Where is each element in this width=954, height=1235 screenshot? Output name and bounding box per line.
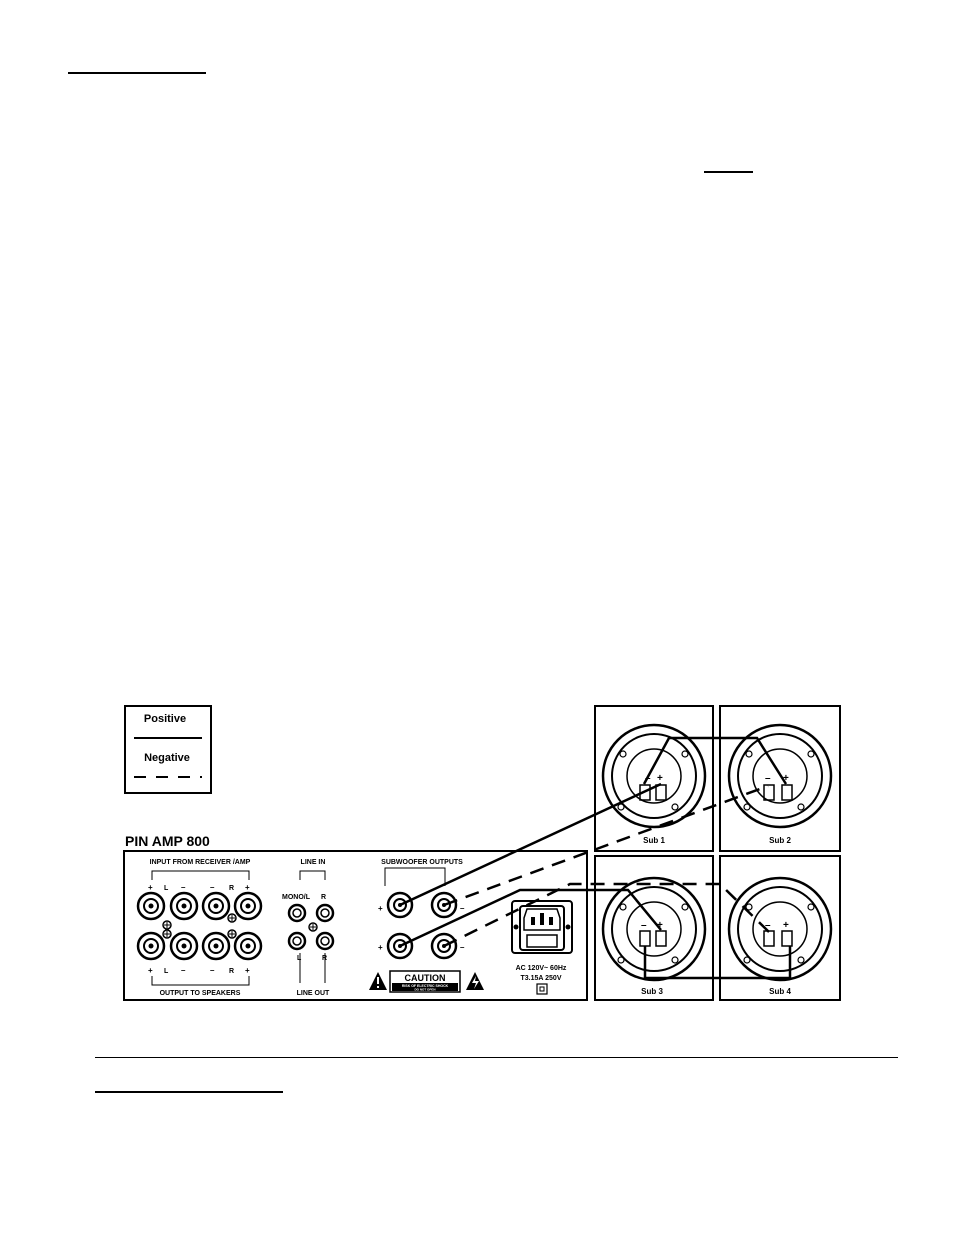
- input-section-label: INPUT FROM RECEIVER /AMP: [149, 859, 251, 866]
- amp-title: PIN AMP 800: [125, 833, 210, 849]
- ground-screw-icon: [228, 930, 236, 938]
- mount-screw-icon: [566, 925, 571, 930]
- line-out-l-label: L: [297, 955, 302, 962]
- input-plus-2: +: [245, 883, 250, 892]
- svg-text:+: +: [783, 773, 789, 784]
- svg-text:+: +: [783, 920, 789, 931]
- input-r-label: R: [229, 885, 235, 892]
- legend-box: [125, 706, 211, 793]
- svg-text:–: –: [765, 920, 771, 931]
- ground-screw-icon: [228, 914, 236, 922]
- line-out-jack-r[interactable]: [317, 933, 333, 949]
- mount-screw-icon: [514, 925, 519, 930]
- caution-label: [390, 971, 460, 992]
- subwoofer-1: [595, 706, 713, 851]
- speaker-input-terminal-3[interactable]: [203, 893, 229, 919]
- warning-lightning-icon: [466, 972, 484, 990]
- power-inlet-socket[interactable]: [512, 901, 572, 953]
- line-in-mono-l-label: MONO/L: [282, 894, 310, 901]
- ground-screw-icon: [309, 923, 317, 931]
- line-in-jack-r[interactable]: [317, 905, 333, 921]
- input-bracket: [152, 871, 249, 880]
- output-minus-1: –: [181, 966, 186, 975]
- svg-text:+: +: [657, 773, 663, 784]
- speaker-output-terminal-3[interactable]: [203, 933, 229, 959]
- input-l-label: L: [164, 885, 169, 892]
- speaker-output-terminal-2[interactable]: [171, 933, 197, 959]
- amp-rear-panel: [124, 851, 587, 1000]
- sub-4-label: Sub 4: [769, 987, 791, 996]
- svg-text:–: –: [645, 773, 651, 784]
- speaker-input-terminal-1[interactable]: [138, 893, 164, 919]
- caution-title: CAUTION: [404, 973, 446, 983]
- sub-out-plus-1: +: [378, 904, 383, 913]
- output-l-label: L: [164, 968, 169, 975]
- sub-out-plus-2: +: [378, 943, 383, 952]
- line-in-label: LINE IN: [300, 859, 326, 866]
- input-minus-1: –: [181, 883, 186, 892]
- power-rating: AC 120V~ 60Hz: [515, 965, 567, 972]
- legend-negative-label: Negative: [144, 752, 190, 764]
- sub-2-label: Sub 2: [769, 836, 791, 845]
- speaker-output-terminal-1[interactable]: [138, 933, 164, 959]
- output-section-label: OUTPUT TO SPEAKERS: [159, 990, 241, 997]
- svg-text:+: +: [657, 920, 663, 931]
- sub-1-label: Sub 1: [643, 836, 665, 845]
- line-out-jack-l[interactable]: [289, 933, 305, 949]
- svg-text:–: –: [765, 773, 771, 784]
- sub-out-minus-1: –: [460, 904, 465, 913]
- output-bracket: [152, 976, 249, 985]
- input-plus-1: +: [148, 883, 153, 892]
- caution-line-1: RISK OF ELECTRIC SHOCK: [401, 984, 449, 988]
- subwoofer-outputs-label: SUBWOOFER OUTPUTS: [381, 859, 463, 866]
- speaker-input-terminal-2[interactable]: [171, 893, 197, 919]
- caution-line-2: DO NOT OPEN: [414, 987, 436, 992]
- positive-wire-sub3-to-sub4: [645, 946, 790, 978]
- subwoofer-2: [720, 706, 840, 851]
- sub-out-minus-2: –: [460, 943, 465, 952]
- legend-positive-label: Positive: [143, 713, 187, 725]
- line-in-bracket: [300, 871, 325, 880]
- ground-screw-icon: [163, 930, 171, 938]
- double-insulation-icon: [537, 984, 547, 994]
- speaker-output-terminal-4[interactable]: [235, 933, 261, 959]
- ground-screw-icon: [163, 921, 171, 929]
- line-out-label: LINE OUT: [296, 990, 330, 997]
- positive-wire-amp-to-sub1: [400, 784, 661, 905]
- output-r-label: R: [229, 968, 235, 975]
- line-in-r-label: R: [321, 894, 327, 901]
- warning-exclamation-icon: [369, 972, 387, 990]
- svg-text:–: –: [641, 920, 647, 931]
- positive-wire-amp-to-sub3: [400, 890, 661, 946]
- subwoofer-outputs-bracket: [385, 868, 445, 886]
- sub-3-label: Sub 3: [641, 987, 663, 996]
- line-out-r-label: R: [322, 955, 328, 962]
- input-minus-2: –: [210, 883, 215, 892]
- output-minus-2: –: [210, 966, 215, 975]
- fuse-rating: T3.15A 250V: [520, 975, 562, 982]
- output-plus-2: +: [245, 966, 250, 975]
- speaker-input-terminal-4[interactable]: [235, 893, 261, 919]
- line-in-jack-l[interactable]: [289, 905, 305, 921]
- output-plus-1: +: [148, 966, 153, 975]
